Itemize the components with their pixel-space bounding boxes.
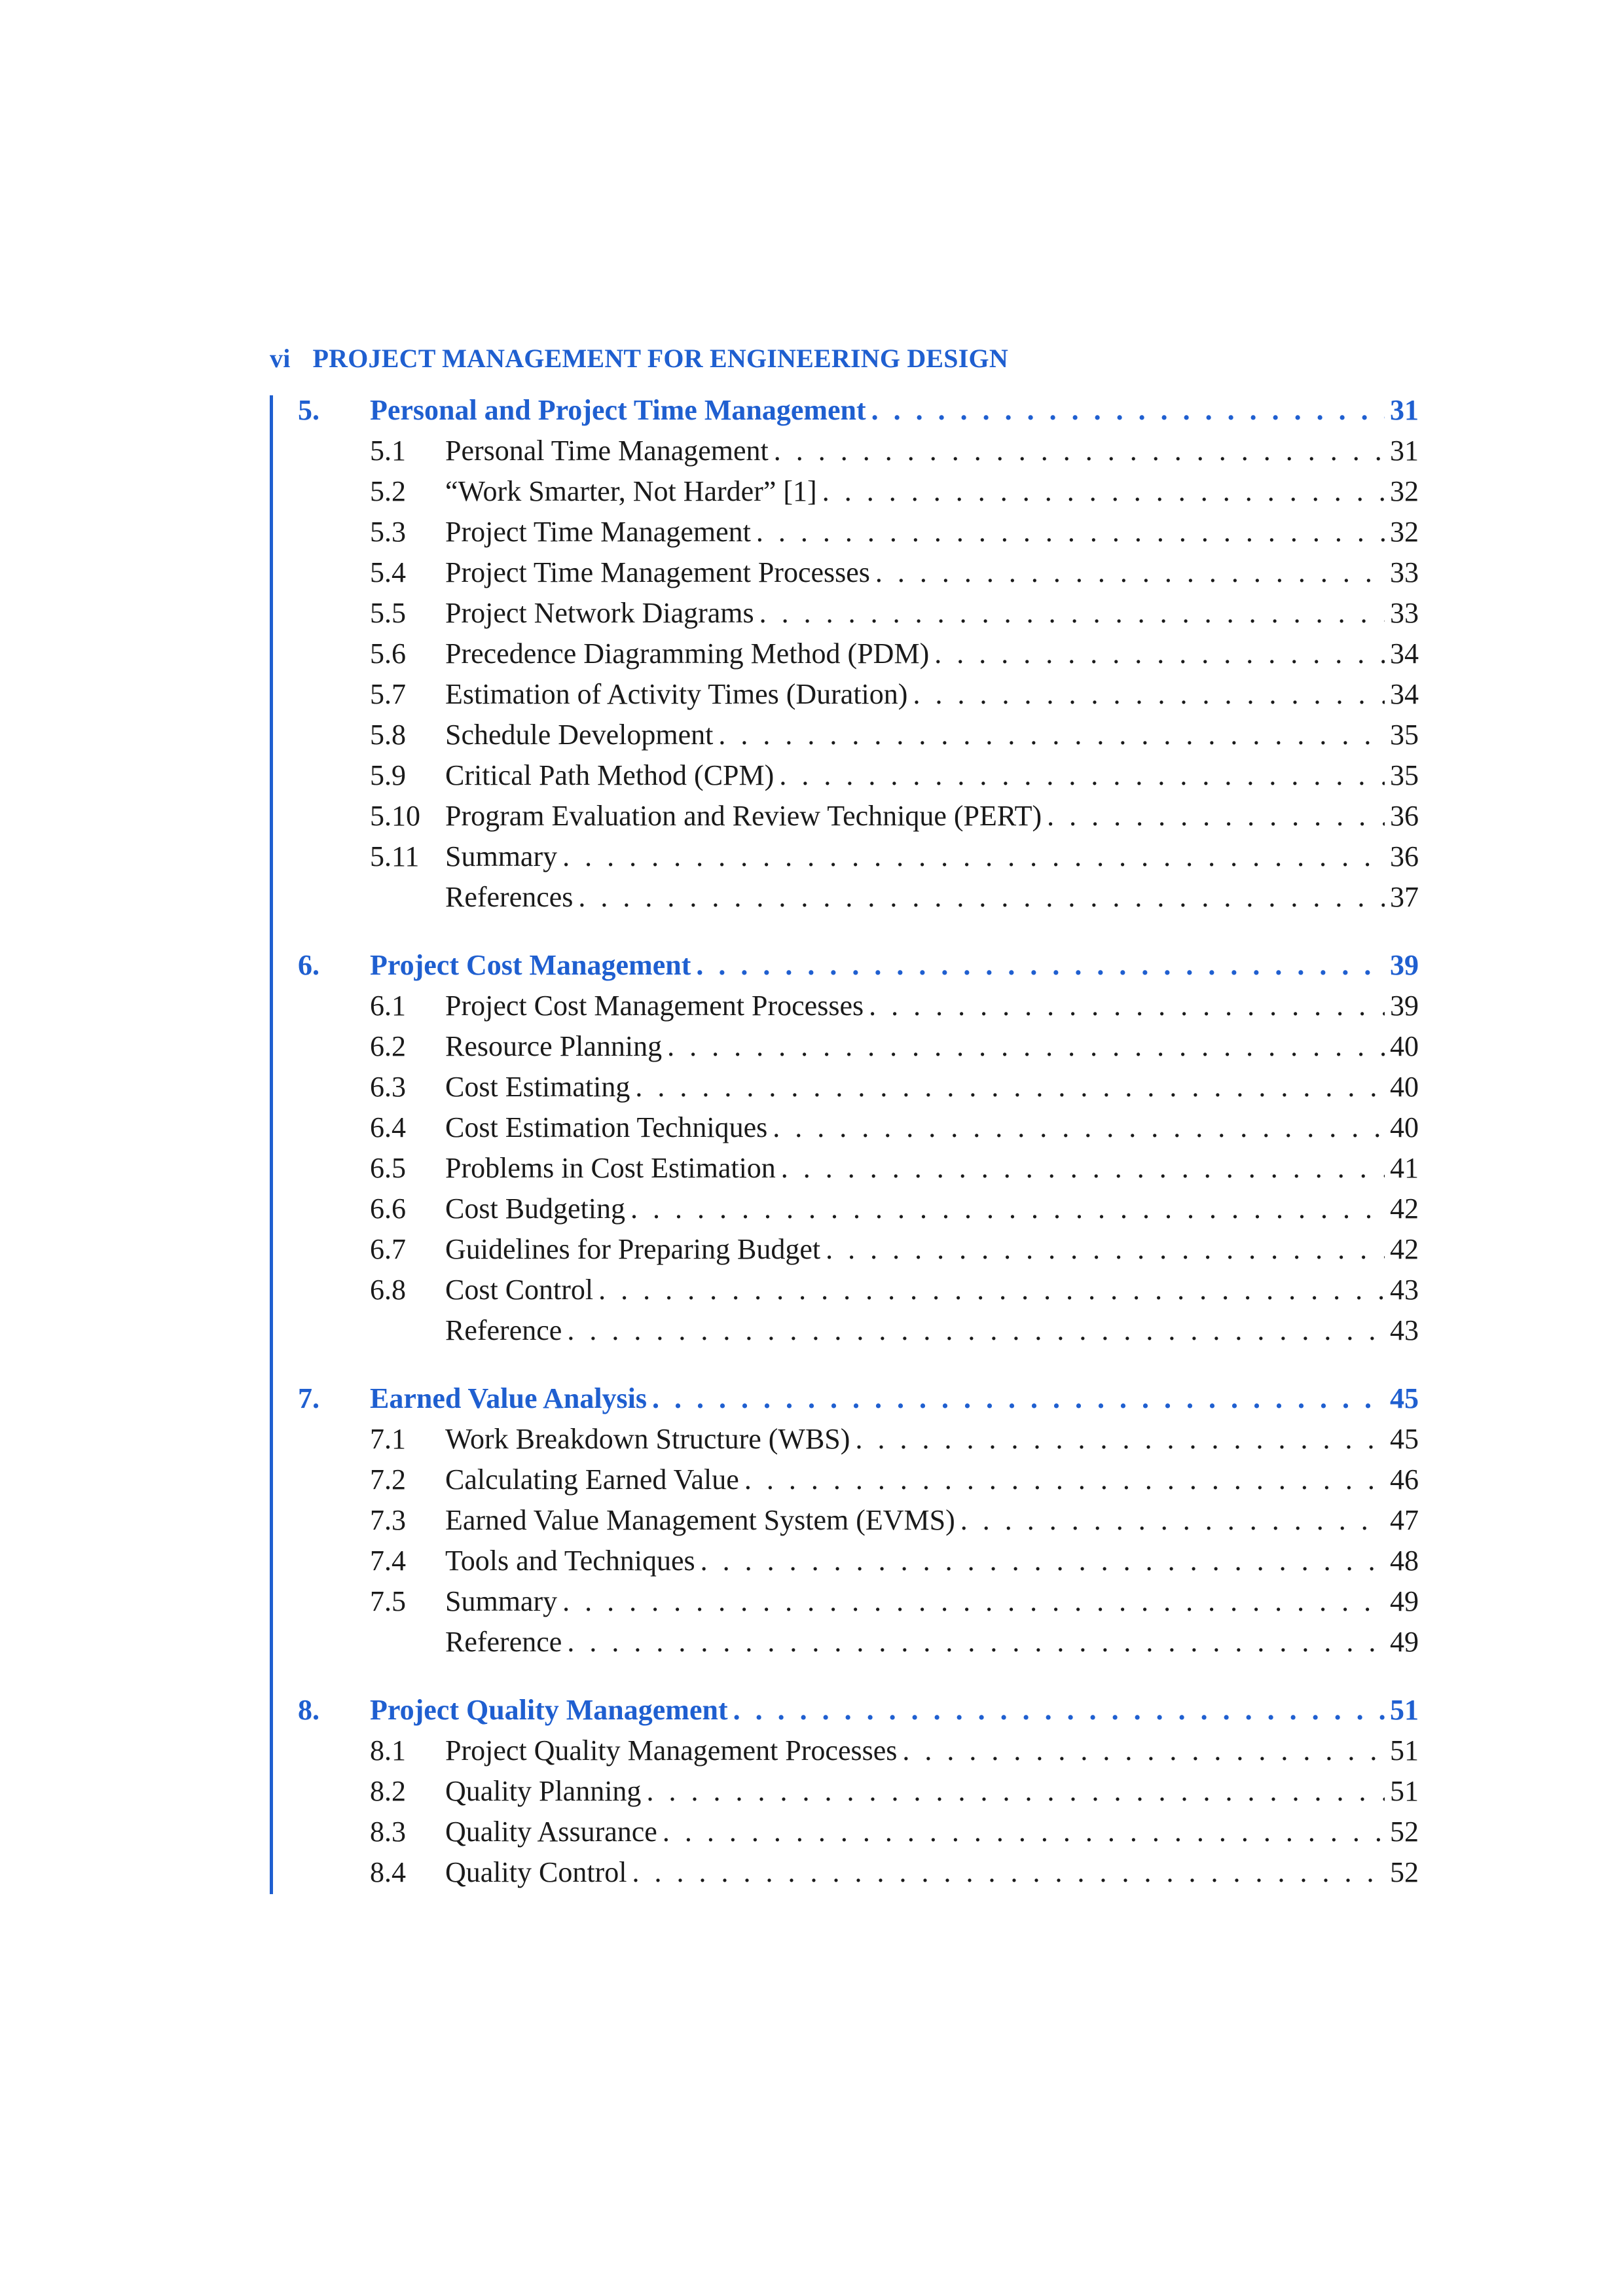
toc-chapter-block bbox=[298, 390, 1419, 918]
toc-section-entry-number: 5.2 bbox=[370, 475, 406, 507]
toc-section-entry-number: 5.9 bbox=[370, 759, 406, 791]
toc-section-entry-title: Project Network Diagrams bbox=[445, 597, 754, 629]
toc-section-entry-number: 5.1 bbox=[370, 435, 406, 467]
toc-section-entry-number: 6.3 bbox=[370, 1071, 406, 1103]
toc-section-entry[interactable] bbox=[298, 755, 1419, 796]
toc-section-entry[interactable] bbox=[298, 1852, 1419, 1893]
toc-section-entry-number: 5.3 bbox=[370, 516, 406, 548]
toc-section-entry[interactable] bbox=[298, 877, 1419, 918]
toc-section-entry-number: 6.5 bbox=[370, 1152, 406, 1184]
toc-section-entry-title: Critical Path Method (CPM) bbox=[445, 759, 775, 791]
toc-section-entry-number: 6.2 bbox=[370, 1030, 406, 1062]
toc-section-entry[interactable] bbox=[298, 1622, 1419, 1662]
dot-leader bbox=[913, 674, 1385, 715]
dot-leader bbox=[871, 390, 1385, 431]
toc-section-entry[interactable] bbox=[298, 1067, 1419, 1107]
dot-leader bbox=[960, 1500, 1385, 1541]
toc-section-entry[interactable] bbox=[298, 1310, 1419, 1351]
dot-leader bbox=[902, 1731, 1385, 1771]
dot-leader bbox=[1047, 796, 1385, 836]
toc-chapter-entry-page-number: 51 bbox=[1390, 1694, 1419, 1726]
toc-section-entry-page-number: 36 bbox=[1390, 800, 1419, 832]
toc-section-entry[interactable] bbox=[298, 1026, 1419, 1067]
page-folio: vi bbox=[270, 344, 291, 373]
toc-section-entry-number: 6.1 bbox=[370, 990, 406, 1022]
toc-chapter-entry[interactable] bbox=[298, 1690, 1419, 1731]
toc-section-entry[interactable] bbox=[298, 1500, 1419, 1541]
toc-section-entry-number: 5.5 bbox=[370, 597, 406, 629]
toc-section-entry[interactable] bbox=[298, 836, 1419, 877]
toc-section-entry-number: 5.8 bbox=[370, 719, 406, 751]
toc-chapter-entry[interactable] bbox=[298, 390, 1419, 431]
toc-section-entry-number: 8.2 bbox=[370, 1775, 406, 1807]
toc-section-entry-page-number: 31 bbox=[1390, 435, 1419, 467]
dot-leader bbox=[696, 945, 1385, 986]
toc-section-entry-page-number: 45 bbox=[1390, 1423, 1419, 1455]
toc-section-entry-title: Cost Control bbox=[445, 1274, 594, 1306]
toc-section-entry-title: Cost Estimating bbox=[445, 1071, 630, 1103]
toc-chapter-entry-title: Project Cost Management bbox=[370, 949, 691, 981]
dot-leader bbox=[567, 1622, 1385, 1662]
toc-section-entry[interactable] bbox=[298, 1731, 1419, 1771]
toc-section-entry-page-number: 46 bbox=[1390, 1463, 1419, 1496]
toc-section-entry[interactable] bbox=[298, 674, 1419, 715]
toc-section-entry[interactable] bbox=[298, 1148, 1419, 1189]
toc-section-entry-number: 6.6 bbox=[370, 1193, 406, 1225]
toc-section-entry-title: Summary bbox=[445, 840, 558, 872]
dot-leader bbox=[869, 986, 1385, 1026]
toc-section-entry[interactable] bbox=[298, 1541, 1419, 1581]
toc-chapter-entry-number: 7. bbox=[298, 1382, 319, 1414]
toc-section-entry-title: Quality Planning bbox=[445, 1775, 642, 1807]
toc-chapter-entry-number: 8. bbox=[298, 1694, 319, 1726]
dot-leader bbox=[822, 471, 1385, 512]
toc-section-entry-title: Schedule Development bbox=[445, 719, 714, 751]
dot-leader bbox=[646, 1771, 1385, 1812]
toc-section-entry[interactable] bbox=[298, 1771, 1419, 1812]
toc-section-entry-title: Project Time Management Processes bbox=[445, 556, 870, 588]
toc-section-entry-title: References bbox=[445, 881, 574, 913]
toc-section-entry-number: 5.4 bbox=[370, 556, 406, 588]
toc-section-entry-page-number: 51 bbox=[1390, 1734, 1419, 1767]
dot-leader bbox=[875, 552, 1385, 593]
toc-section-entry[interactable] bbox=[298, 512, 1419, 552]
toc-section-entry[interactable] bbox=[298, 1270, 1419, 1310]
toc-section-entry-page-number: 34 bbox=[1390, 637, 1419, 670]
dot-leader bbox=[759, 593, 1385, 634]
toc-section-entry[interactable] bbox=[298, 593, 1419, 634]
dot-leader bbox=[635, 1067, 1385, 1107]
dot-leader bbox=[934, 634, 1385, 674]
toc-section-entry-page-number: 47 bbox=[1390, 1504, 1419, 1536]
toc-section-entry-number: 8.3 bbox=[370, 1816, 406, 1848]
toc-section-entry-page-number: 52 bbox=[1390, 1856, 1419, 1888]
toc-section-entry-title: Estimation of Activity Times (Duration) bbox=[445, 678, 908, 710]
toc-section-entry-page-number: 35 bbox=[1390, 759, 1419, 791]
toc-margin-rule bbox=[270, 395, 273, 1894]
toc-section-entry-number: 7.2 bbox=[370, 1463, 406, 1496]
toc-section-entry[interactable] bbox=[298, 1460, 1419, 1500]
toc-section-entry-title: Resource Planning bbox=[445, 1030, 663, 1062]
toc-section-entry-page-number: 33 bbox=[1390, 556, 1419, 588]
toc-section-entry-page-number: 37 bbox=[1390, 881, 1419, 913]
dot-leader bbox=[562, 1581, 1385, 1622]
dot-leader bbox=[652, 1378, 1385, 1419]
toc-section-entry-page-number: 41 bbox=[1390, 1152, 1419, 1184]
toc-chapter-entry-page-number: 45 bbox=[1390, 1382, 1419, 1414]
table-of-contents bbox=[298, 390, 1419, 1920]
toc-section-entry-title: Cost Estimation Techniques bbox=[445, 1111, 768, 1143]
toc-section-entry-page-number: 32 bbox=[1390, 516, 1419, 548]
toc-section-entry-title: Problems in Cost Estimation bbox=[445, 1152, 776, 1184]
toc-section-entry-title: Earned Value Management System (EVMS) bbox=[445, 1504, 955, 1536]
toc-section-entry[interactable] bbox=[298, 1229, 1419, 1270]
toc-section-entry-page-number: 32 bbox=[1390, 475, 1419, 507]
toc-section-entry-number: 8.4 bbox=[370, 1856, 406, 1888]
toc-section-entry-number: 5.10 bbox=[370, 800, 420, 832]
toc-section-entry-page-number: 49 bbox=[1390, 1626, 1419, 1658]
toc-section-entry[interactable] bbox=[298, 1812, 1419, 1852]
toc-section-entry-title: “Work Smarter, Not Harder” [1] bbox=[445, 475, 817, 507]
toc-section-entry-number: 6.4 bbox=[370, 1111, 406, 1143]
toc-section-entry[interactable] bbox=[298, 1581, 1419, 1622]
toc-chapter-entry[interactable] bbox=[298, 1378, 1419, 1419]
toc-section-entry-page-number: 42 bbox=[1390, 1193, 1419, 1225]
toc-section-entry-page-number: 49 bbox=[1390, 1585, 1419, 1617]
toc-section-entry-number: 7.5 bbox=[370, 1585, 406, 1617]
toc-section-entry-page-number: 40 bbox=[1390, 1071, 1419, 1103]
toc-section-entry-page-number: 52 bbox=[1390, 1816, 1419, 1848]
dot-leader bbox=[667, 1026, 1385, 1067]
toc-section-entry-page-number: 35 bbox=[1390, 719, 1419, 751]
toc-chapter-entry-page-number: 39 bbox=[1390, 949, 1419, 981]
toc-chapter-entry-number: 5. bbox=[298, 394, 319, 426]
toc-section-entry[interactable] bbox=[298, 471, 1419, 512]
toc-section-entry-number: 7.1 bbox=[370, 1423, 406, 1455]
dot-leader bbox=[598, 1270, 1385, 1310]
toc-chapter-entry-title: Earned Value Analysis bbox=[370, 1382, 647, 1414]
running-head-title: PROJECT MANAGEMENT FOR ENGINEERING DESIGN bbox=[312, 344, 1008, 373]
dot-leader bbox=[578, 877, 1385, 918]
dot-leader bbox=[663, 1812, 1385, 1852]
toc-section-entry-page-number: 40 bbox=[1390, 1111, 1419, 1143]
toc-section-entry-number: 5.11 bbox=[370, 840, 420, 872]
dot-leader bbox=[733, 1690, 1385, 1731]
toc-chapter-entry[interactable] bbox=[298, 945, 1419, 986]
dot-leader bbox=[826, 1229, 1385, 1270]
toc-section-entry[interactable] bbox=[298, 1419, 1419, 1460]
toc-section-entry-title: Tools and Techniques bbox=[445, 1545, 695, 1577]
toc-section-entry[interactable] bbox=[298, 634, 1419, 674]
toc-section-entry-number: 6.8 bbox=[370, 1274, 406, 1306]
toc-chapter-block bbox=[298, 1690, 1419, 1893]
toc-section-entry-page-number: 43 bbox=[1390, 1274, 1419, 1306]
toc-section-entry-title: Project Time Management bbox=[445, 516, 751, 548]
toc-section-entry-title: Reference bbox=[445, 1626, 562, 1658]
toc-chapter-entry-number: 6. bbox=[298, 949, 319, 981]
toc-section-entry-number: 6.7 bbox=[370, 1233, 406, 1265]
toc-section-entry-title: Project Quality Management Processes bbox=[445, 1734, 898, 1767]
toc-section-entry-page-number: 34 bbox=[1390, 678, 1419, 710]
toc-section-entry-title: Program Evaluation and Review Technique (PERT) bbox=[445, 800, 1042, 832]
toc-section-entry-number: 5.6 bbox=[370, 637, 406, 670]
toc-section-entry-title: Project Cost Management Processes bbox=[445, 990, 864, 1022]
toc-section-entry-page-number: 36 bbox=[1390, 840, 1419, 872]
toc-section-entry-number: 7.4 bbox=[370, 1545, 406, 1577]
running-head bbox=[270, 343, 1008, 374]
dot-leader bbox=[756, 512, 1385, 552]
toc-section-entry-title: Cost Budgeting bbox=[445, 1193, 626, 1225]
dot-leader bbox=[632, 1852, 1385, 1893]
toc-section-entry[interactable] bbox=[298, 1189, 1419, 1229]
dot-leader bbox=[773, 1107, 1385, 1148]
toc-section-entry-title: Reference bbox=[445, 1314, 562, 1346]
toc-section-entry-page-number: 33 bbox=[1390, 597, 1419, 629]
toc-section-entry-number: 8.1 bbox=[370, 1734, 406, 1767]
toc-section-entry-title: Quality Assurance bbox=[445, 1816, 657, 1848]
toc-section-entry-title: Personal Time Management bbox=[445, 435, 769, 467]
toc-section-entry-page-number: 51 bbox=[1390, 1775, 1419, 1807]
dot-leader bbox=[562, 836, 1385, 877]
dot-leader bbox=[774, 431, 1385, 471]
toc-section-entry-title: Summary bbox=[445, 1585, 558, 1617]
dot-leader bbox=[630, 1189, 1385, 1229]
toc-section-entry-page-number: 40 bbox=[1390, 1030, 1419, 1062]
toc-chapter-entry-page-number: 31 bbox=[1390, 394, 1419, 426]
toc-chapter-block bbox=[298, 1378, 1419, 1662]
toc-chapter-entry-title: Project Quality Management bbox=[370, 1694, 728, 1726]
toc-section-entry-number: 5.7 bbox=[370, 678, 406, 710]
toc-section-entry[interactable] bbox=[298, 986, 1419, 1026]
toc-section-entry-page-number: 39 bbox=[1390, 990, 1419, 1022]
toc-section-entry-number: 7.3 bbox=[370, 1504, 406, 1536]
toc-section-entry[interactable] bbox=[298, 431, 1419, 471]
dot-leader bbox=[781, 1148, 1385, 1189]
dot-leader bbox=[744, 1460, 1385, 1500]
toc-chapter-block bbox=[298, 945, 1419, 1351]
toc-section-entry-title: Calculating Earned Value bbox=[445, 1463, 739, 1496]
toc-section-entry-page-number: 43 bbox=[1390, 1314, 1419, 1346]
dot-leader bbox=[779, 755, 1385, 796]
toc-section-entry[interactable] bbox=[298, 796, 1419, 836]
toc-section-entry-page-number: 48 bbox=[1390, 1545, 1419, 1577]
toc-section-entry[interactable] bbox=[298, 715, 1419, 755]
toc-section-entry-page-number: 42 bbox=[1390, 1233, 1419, 1265]
dot-leader bbox=[718, 715, 1385, 755]
toc-section-entry-title: Work Breakdown Structure (WBS) bbox=[445, 1423, 850, 1455]
dot-leader bbox=[567, 1310, 1385, 1351]
dot-leader bbox=[855, 1419, 1385, 1460]
toc-section-entry[interactable] bbox=[298, 552, 1419, 593]
toc-section-entry-title: Guidelines for Preparing Budget bbox=[445, 1233, 821, 1265]
toc-section-entry[interactable] bbox=[298, 1107, 1419, 1148]
toc-chapter-entry-title: Personal and Project Time Management bbox=[370, 394, 866, 426]
dot-leader bbox=[701, 1541, 1385, 1581]
toc-section-entry-title: Quality Control bbox=[445, 1856, 627, 1888]
toc-section-entry-title: Precedence Diagramming Method (PDM) bbox=[445, 637, 930, 670]
